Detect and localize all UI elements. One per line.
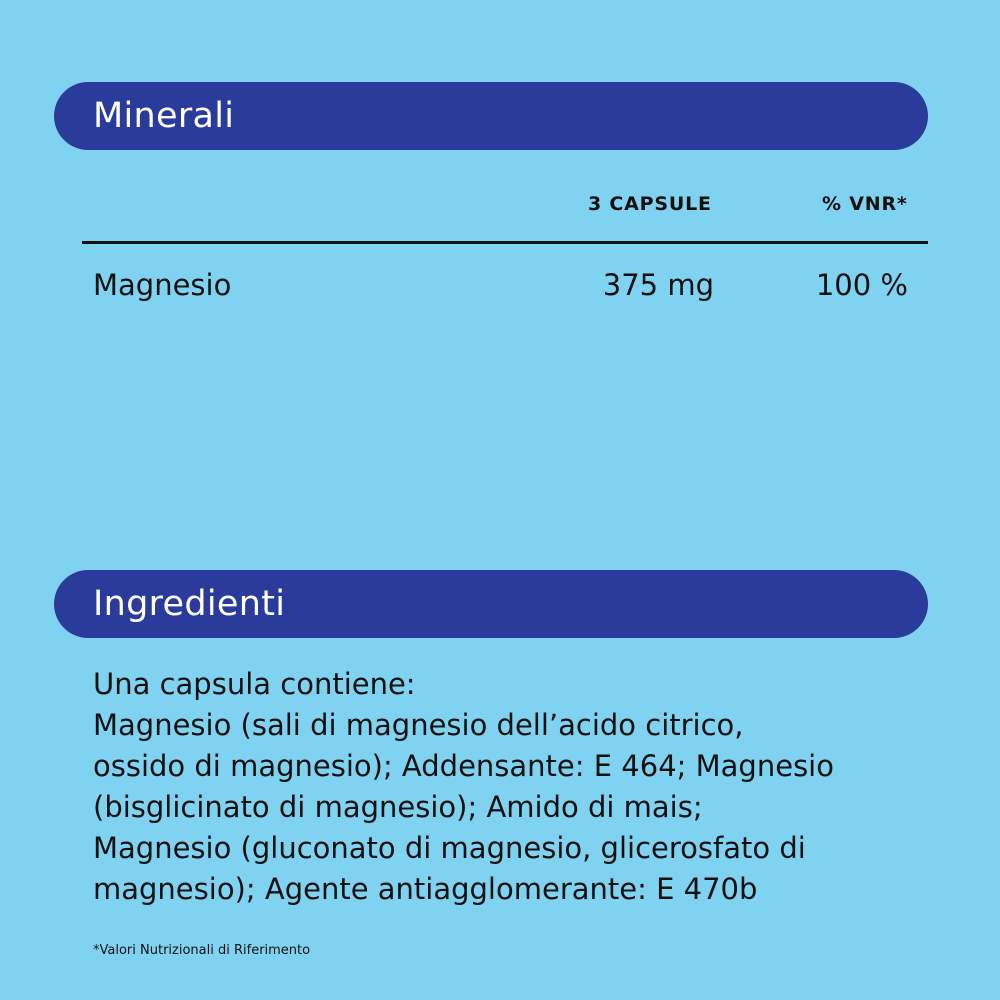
ingredients-header-banner — [54, 570, 928, 638]
nutrient-vnr: 100 % — [815, 268, 908, 302]
ingredients-title: Ingredienti — [93, 584, 286, 624]
nutrient-quantity: 375 mg — [602, 268, 714, 302]
ingredients-line: Magnesio (sali di magnesio dell’acido citrico, — [93, 708, 744, 742]
footnote: *Valori Nutrizionali di Riferimento — [93, 943, 311, 958]
minerals-header-banner — [54, 82, 928, 150]
table-divider — [82, 241, 928, 244]
ingredients-text — [93, 664, 953, 910]
ingredients-line: (bisglicinato di magnesio); Amido di mais; — [93, 790, 703, 824]
ingredients-line: magnesio); Agente antiagglomerante: E 470b — [93, 872, 758, 906]
ingredients-line: Una capsula contiene: — [93, 667, 416, 701]
nutrient-name: Magnesio — [93, 268, 232, 302]
column-header-vnr: % VNR* — [822, 193, 908, 215]
column-header-quantity: 3 CAPSULE — [588, 193, 712, 215]
ingredients-line: Magnesio (gluconato di magnesio, glicerosfato di — [93, 831, 806, 865]
ingredients-line: ossido di magnesio); Addensante: E 464; Magnesio — [93, 749, 834, 783]
minerals-title: Minerali — [93, 96, 235, 136]
